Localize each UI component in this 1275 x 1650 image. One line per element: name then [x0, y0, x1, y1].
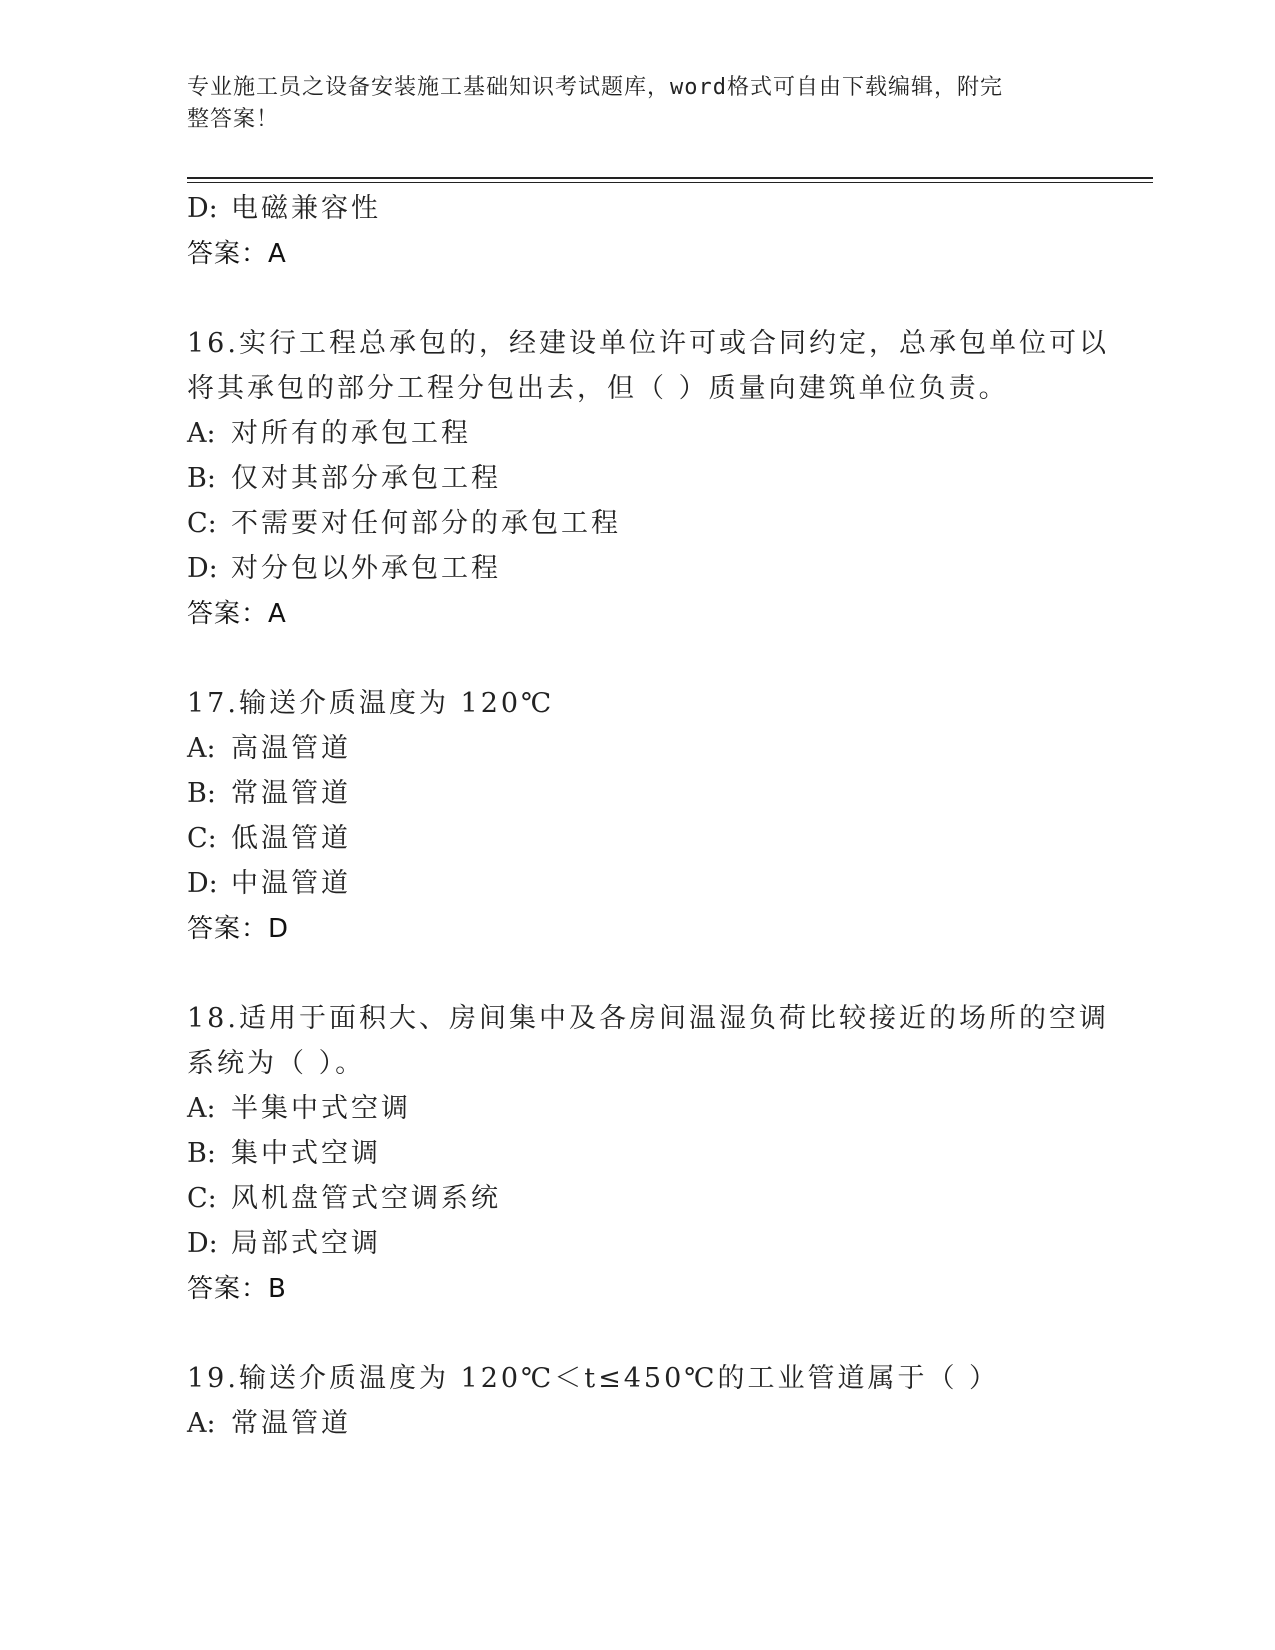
option-key: A: — [187, 733, 216, 764]
q18-option-d — [187, 1221, 381, 1266]
option-text: 常温管道 — [231, 1408, 351, 1439]
option-key: D: — [187, 553, 218, 584]
option-key: B: — [187, 778, 216, 809]
q16-answer: 答案：A — [187, 599, 287, 629]
option-text: 不需要对任何部分的承包工程 — [231, 508, 621, 539]
q17-answer: 答案：D — [187, 914, 290, 944]
q17-option-c — [187, 816, 351, 861]
header-divider-thick — [187, 177, 1153, 179]
header-line-1: 专业施工员之设备安装施工基础知识考试题库，word格式可自由下载编辑，附完 — [187, 75, 1003, 100]
q19-stem-line-1: 19.输送介质温度为 120℃＜t≤450℃的工业管道属于（ ） — [187, 1363, 1000, 1394]
option-key: C: — [187, 1183, 217, 1214]
q16-option-c — [187, 501, 621, 546]
option-text: 风机盘管式空调系统 — [231, 1183, 501, 1214]
q18-option-b — [187, 1131, 381, 1176]
q18-stem-line-2: 系统为（ ）。 — [187, 1048, 366, 1079]
q16-stem-line-2: 将其承包的部分工程分包出去，但（ ）质量向建筑单位负责。 — [187, 373, 1009, 404]
q19-option-a — [187, 1401, 351, 1446]
q18-option-c — [187, 1176, 501, 1221]
option-key: B: — [187, 463, 216, 494]
header-divider-thin — [187, 182, 1153, 183]
q18-answer: 答案：B — [187, 1274, 287, 1304]
q17-option-b — [187, 771, 351, 816]
option-text: 对分包以外承包工程 — [231, 553, 501, 584]
option-key: C: — [187, 823, 217, 854]
option-text: 电磁兼容性 — [231, 193, 381, 224]
q16-option-d — [187, 546, 501, 591]
document-header — [187, 72, 1067, 136]
option-text: 常温管道 — [231, 778, 351, 809]
q18-option-a — [187, 1086, 411, 1131]
q16-option-b — [187, 456, 501, 501]
option-text: 集中式空调 — [231, 1138, 381, 1169]
option-text: 半集中式空调 — [231, 1093, 411, 1124]
q17-stem-line-1: 17.输送介质温度为 120℃ — [187, 688, 555, 719]
option-key: A: — [187, 1408, 216, 1439]
q16-stem-line-1: 16.实行工程总承包的，经建设单位许可或合同约定，总承包单位可以 — [187, 328, 1109, 359]
option-text: 中温管道 — [231, 868, 351, 899]
option-key: A: — [187, 418, 216, 449]
option-key: D: — [187, 1228, 218, 1259]
option-text: 低温管道 — [231, 823, 351, 854]
option-key: D: — [187, 868, 218, 899]
option-key: B: — [187, 1138, 216, 1169]
q16-option-a — [187, 411, 471, 456]
header-line-2: 整答案！ — [187, 107, 280, 132]
q17-option-a — [187, 726, 351, 771]
q18-stem-line-1: 18.适用于面积大、房间集中及各房间温湿负荷比较接近的场所的空调 — [187, 1003, 1109, 1034]
option-text: 仅对其部分承包工程 — [231, 463, 501, 494]
q17-option-d — [187, 861, 351, 906]
option-text: 对所有的承包工程 — [231, 418, 471, 449]
option-text: 高温管道 — [231, 733, 351, 764]
option-key: D: — [187, 193, 218, 224]
prev-option-d — [187, 186, 381, 231]
prev-answer: 答案：A — [187, 239, 287, 269]
option-key: A: — [187, 1093, 216, 1124]
option-text: 局部式空调 — [231, 1228, 381, 1259]
option-key: C: — [187, 508, 217, 539]
